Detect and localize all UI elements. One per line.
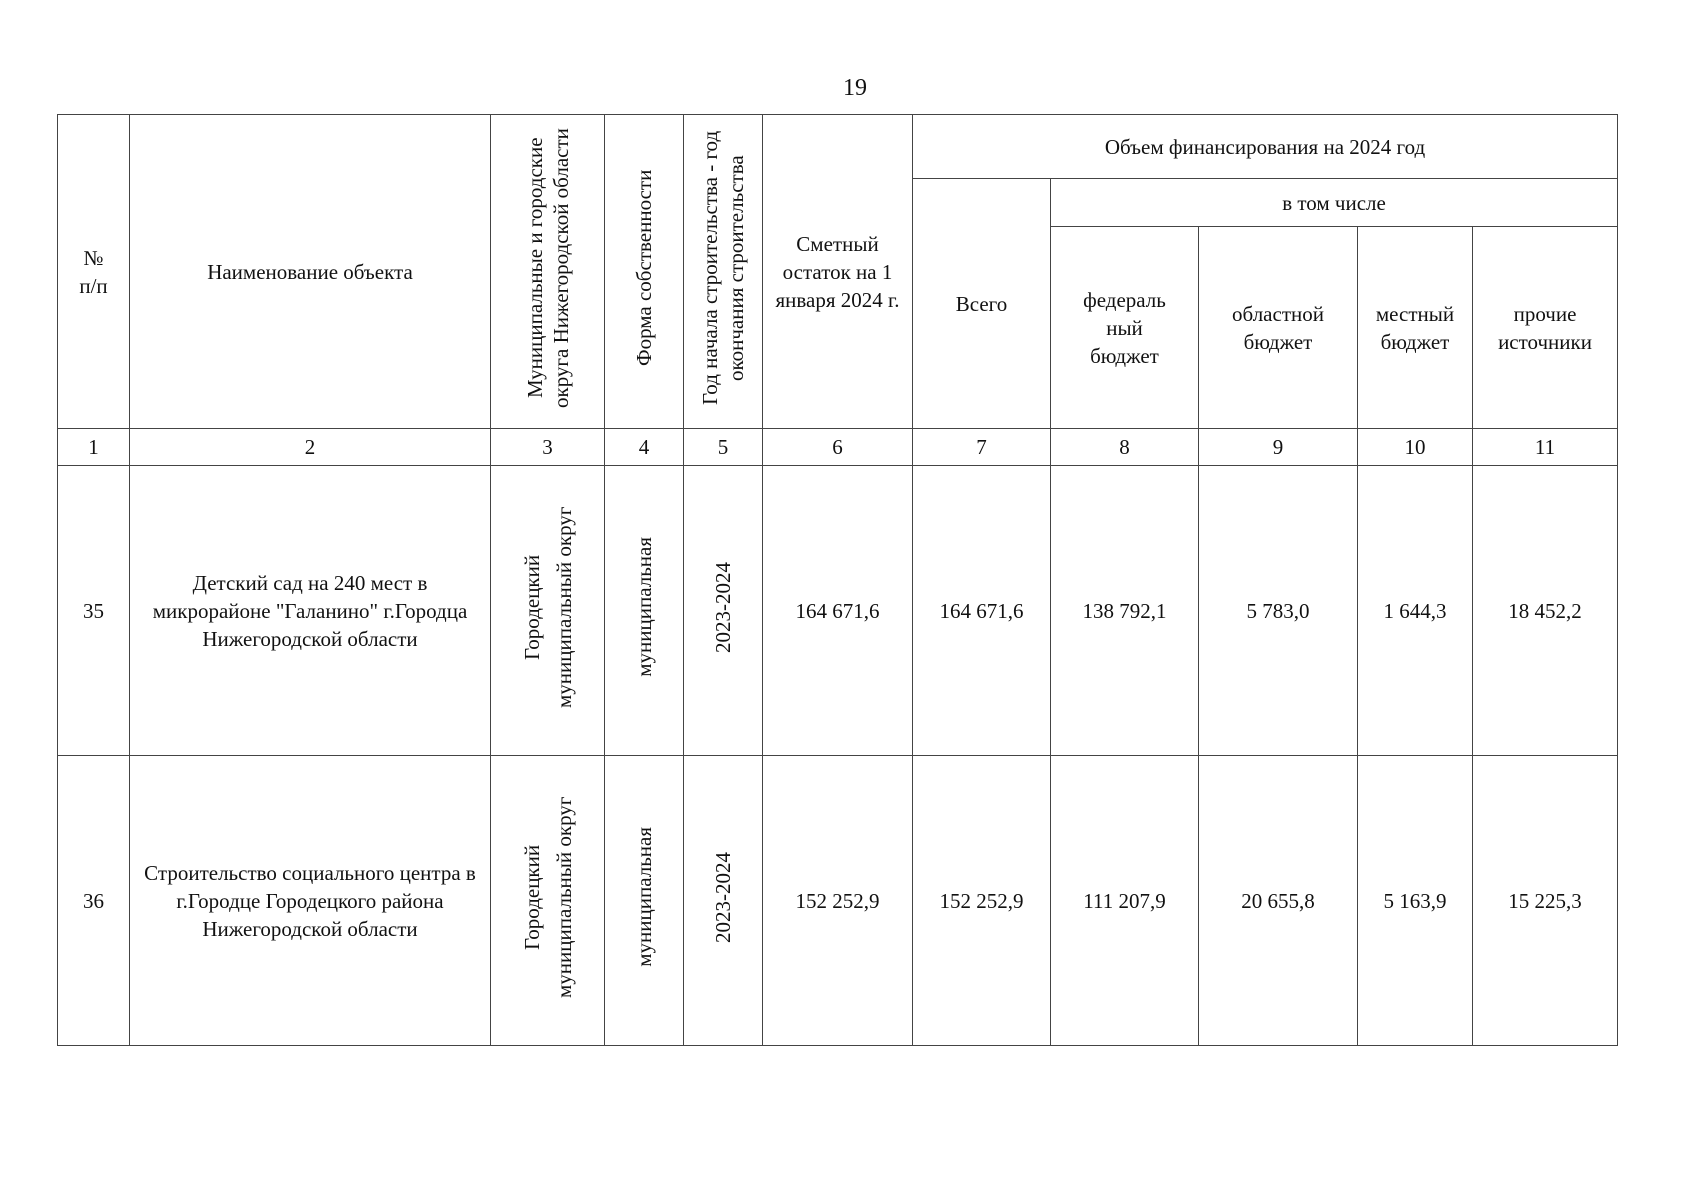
header-num <box>58 115 130 429</box>
column-number: 2 <box>130 429 491 466</box>
row-other: 15 225,3 <box>1473 756 1618 1046</box>
row-regional: 5 783,0 <box>1199 466 1358 756</box>
row-name: Детский сад на 240 мест в микрорайоне "Галанино" г.Городца Нижегородской области <box>130 466 491 756</box>
header-funding-group <box>913 115 1618 179</box>
column-number: 5 <box>684 429 763 466</box>
financing-table <box>57 114 1618 1046</box>
header-estimate-text: Сметный остаток на 1 января 2024 г. <box>775 231 900 312</box>
column-number: 4 <box>605 429 684 466</box>
header-including-text: в том числе <box>1282 190 1386 215</box>
header-federal <box>1051 227 1199 429</box>
header-ownership <box>605 115 684 429</box>
row-municipality-text: Городецкий муниципальный округ <box>519 506 576 708</box>
column-number: 1 <box>58 429 130 466</box>
row-ownership-text: муниципальная <box>632 827 656 967</box>
row-name: Строительство социального центра в г.Городце Городецкого района Нижегородской области <box>130 756 491 1046</box>
row-estimate: 164 671,6 <box>763 466 913 756</box>
header-row-1 <box>58 115 1618 179</box>
row-estimate: 152 252,9 <box>763 756 913 1046</box>
row-years <box>684 466 763 756</box>
row-total: 164 671,6 <box>913 466 1051 756</box>
row-years <box>684 756 763 1046</box>
row-municipality-text: Городецкий муниципальный округ <box>519 796 576 998</box>
row-ownership-text: муниципальная <box>632 537 656 677</box>
row-years-text: 2023-2024 <box>711 561 735 653</box>
row-num: 35 <box>58 466 130 756</box>
header-years <box>684 115 763 429</box>
row-regional: 20 655,8 <box>1199 756 1358 1046</box>
row-years-text: 2023-2024 <box>711 851 735 943</box>
row-local: 1 644,3 <box>1358 466 1473 756</box>
header-municipality-text: Муниципальные и городские округа Нижегородской области <box>522 128 573 408</box>
column-number: 8 <box>1051 429 1199 466</box>
header-local-text: местный бюджет <box>1375 301 1455 354</box>
row-num: 36 <box>58 756 130 1046</box>
header-years-text: Год начала строительства - год окончания строительства <box>698 130 748 406</box>
column-number: 10 <box>1358 429 1473 466</box>
row-municipality <box>491 466 605 756</box>
row-federal: 138 792,1 <box>1051 466 1199 756</box>
column-number: 7 <box>913 429 1051 466</box>
header-local <box>1358 227 1473 429</box>
header-name-text: Наименование объекта <box>207 259 413 284</box>
row-local: 5 163,9 <box>1358 756 1473 1046</box>
row-federal: 111 207,9 <box>1051 756 1199 1046</box>
header-regional <box>1199 227 1358 429</box>
page-number: 19 <box>843 75 867 101</box>
header-name <box>130 115 491 429</box>
column-number: 11 <box>1473 429 1618 466</box>
column-number: 6 <box>763 429 913 466</box>
header-estimate <box>763 115 913 429</box>
header-federal-text: федераль ный бюджет <box>1083 287 1166 368</box>
row-municipality <box>491 756 605 1046</box>
header-total <box>913 179 1051 429</box>
row-total: 152 252,9 <box>913 756 1051 1046</box>
header-other-text: прочие источники <box>1498 301 1592 354</box>
header-regional-text: областной бюджет <box>1232 301 1324 354</box>
row-other: 18 452,2 <box>1473 466 1618 756</box>
header-other <box>1473 227 1618 429</box>
row-ownership <box>605 466 684 756</box>
header-funding-group-text: Объем финансирования на 2024 год <box>1104 134 1426 159</box>
header-ownership-text: Форма собственности <box>632 169 656 367</box>
column-number: 9 <box>1199 429 1358 466</box>
header-including <box>1051 179 1618 227</box>
header-num-text: № п/п <box>79 245 108 298</box>
column-number: 3 <box>491 429 605 466</box>
table-row <box>58 756 1618 1046</box>
header-total-text: Всего <box>955 291 1008 316</box>
header-municipality <box>491 115 605 429</box>
row-ownership <box>605 756 684 1046</box>
column-number-row <box>58 429 1618 466</box>
table-row <box>58 466 1618 756</box>
